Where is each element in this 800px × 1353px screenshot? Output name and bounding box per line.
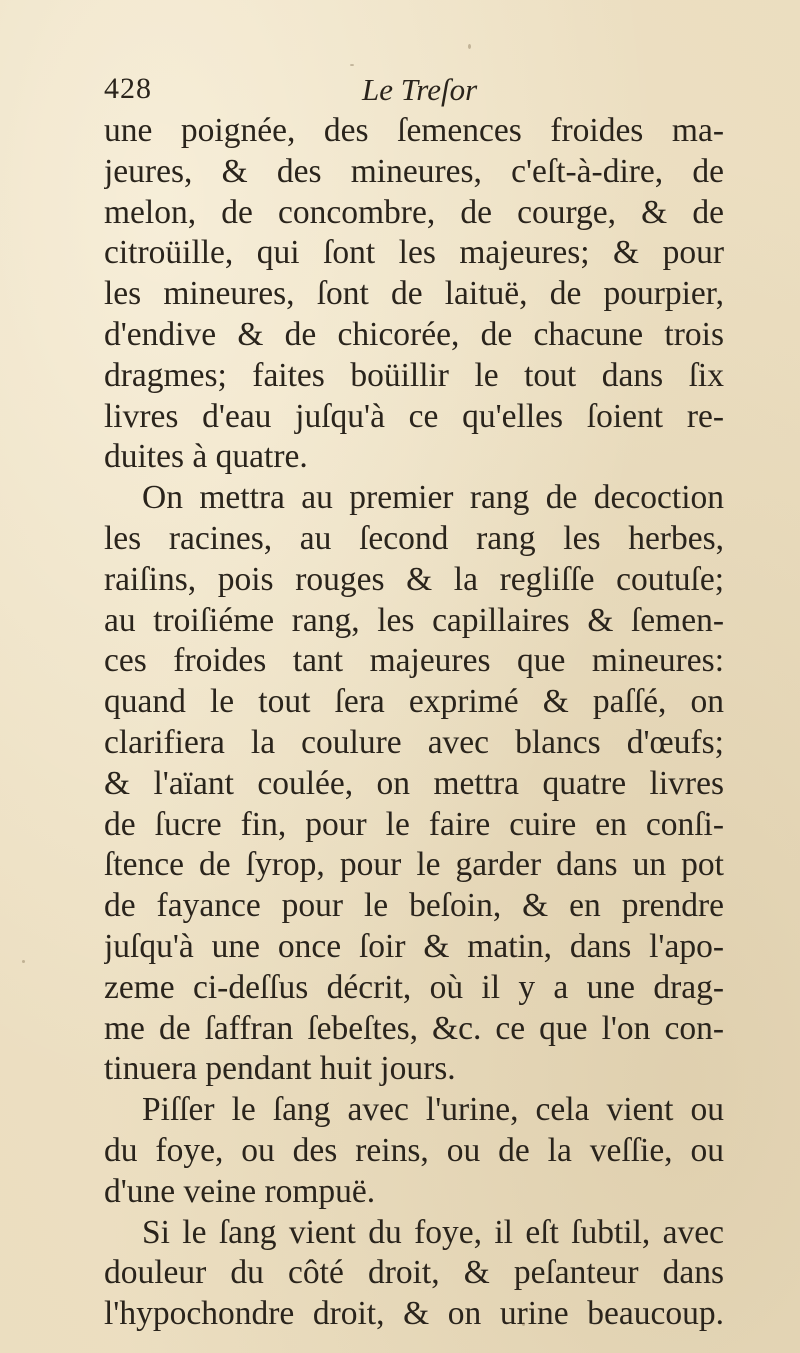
running-title: Le Treſor [362,72,478,107]
text-line: les racines, au ſecond rang les herbes, [104,519,724,557]
text-line: melon, de concombre, de courge, & de [104,193,724,231]
text-line: Piſſer le ſang avec l'urine, cela vient ou [142,1091,724,1129]
text-line: me de ſaffran ſebeſtes, &c. ce que l'on con- [104,1009,724,1047]
text-line: de ſucre fin, pour le faire cuire en conſi- [104,805,724,843]
paper-speck [468,44,471,49]
text-line: livres d'eau juſqu'à ce qu'elles ſoient re- [104,397,724,435]
text-line: duites à quatre. [104,438,308,476]
text-line: dragmes; faites boüillir le tout dans ſix [104,356,724,394]
text-line: du foye, ou des reins, ou de la veſſie, ou [104,1131,724,1169]
paper-speck [522,1322,525,1326]
text-line: clarifiera la coulure avec blancs d'œufs; [104,723,724,761]
text-line: On mettra au premier rang de decoction [142,479,724,517]
text-line: & l'aïant coulée, on mettra quatre livres [104,764,724,802]
text-line: l'hypochondre droit, & on urine beaucoup. [104,1295,724,1333]
text-line: juſqu'à une once ſoir & matin, dans l'apo- [104,927,724,965]
running-head [104,72,724,112]
text-line: une poignée, des ſemences froides ma- [104,112,724,149]
text-line: d'une veine rompuë. [104,1172,376,1210]
text-line: d'endive & de chicorée, de chacune trois [104,315,724,353]
text-line: tinuera pendant huit jours. [104,1050,456,1088]
text-line: ces froides tant majeures que mineures: [104,642,724,680]
text-line: de fayance pour le beſoin, & en prendre [104,887,724,925]
page-number: 428 [104,72,152,105]
text-line: quand le tout ſera exprimé & paſſé, on [104,683,724,721]
paper-speck [22,960,25,963]
paper-speck [350,64,354,66]
text-line: citroüille, qui ſont les majeures; & pour [104,234,724,272]
text-line: jeures, & des mineures, c'eſt-à-dire, de [104,152,724,190]
text-line: raiſins, pois rouges & la regliſſe coutuſe; [104,560,724,598]
text-line: les mineures, ſont de laituë, de pourpier, [104,275,724,313]
text-line: au troiſiéme rang, les capillaires & ſemen- [104,601,724,639]
text-line: zeme ci-deſſus décrit, où il y a une drag- [104,968,724,1006]
text-line: ſtence de ſyrop, pour le garder dans un pot [104,846,724,884]
text-line: douleur du côté droit, & peſanteur dans [104,1254,724,1292]
body-text [104,111,724,1335]
text-line: Si le ſang vient du foye, il eſt ſubtil, avec [142,1213,724,1251]
